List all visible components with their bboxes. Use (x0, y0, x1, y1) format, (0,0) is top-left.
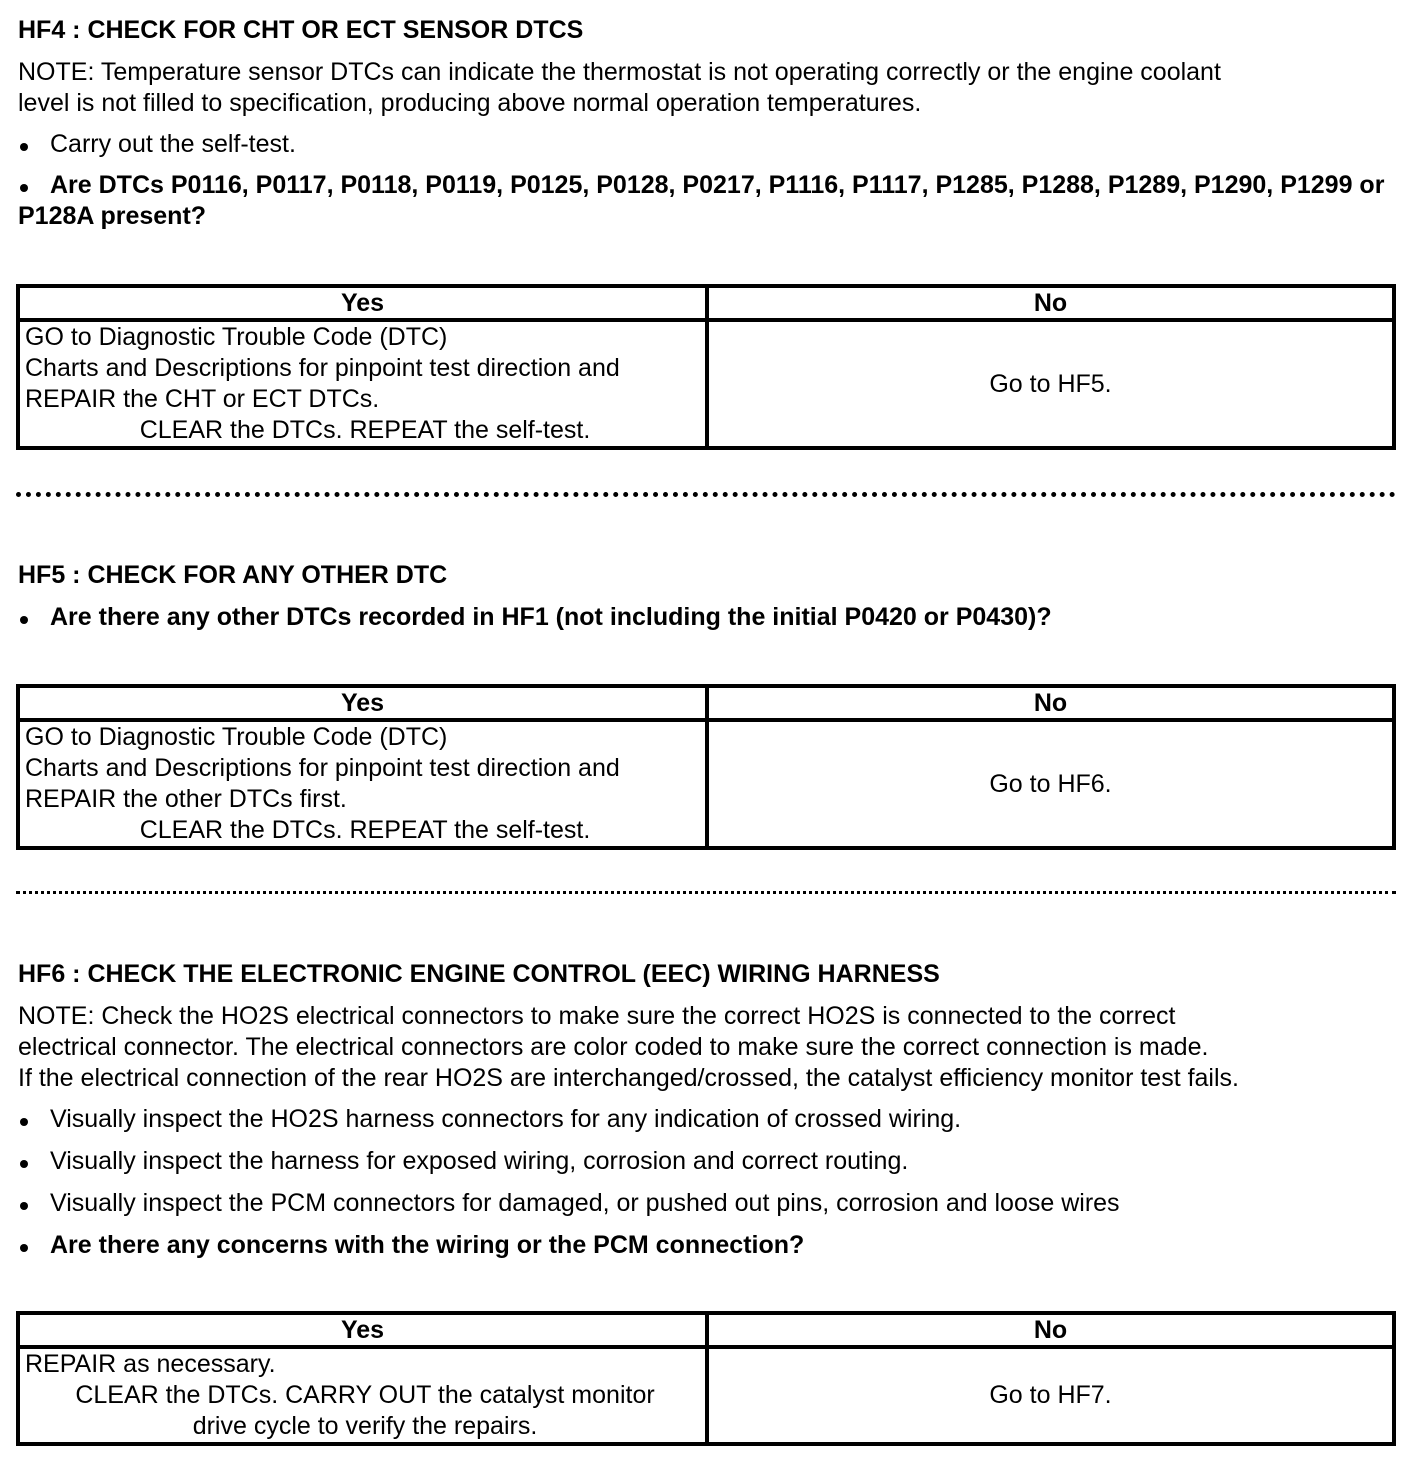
hf6-section (18, 959, 1396, 1261)
no-header: No (707, 286, 1394, 320)
section-divider (16, 891, 1396, 894)
yes-action (18, 720, 707, 848)
hf6-decision-table (16, 1311, 1396, 1446)
note-line: electrical connector. The electrical connectors are color coded to make sure the correct connection is made. (18, 1033, 1209, 1061)
hf5-decision-table (16, 684, 1396, 850)
yes-header: Yes (18, 1313, 707, 1347)
yes-line: drive cycle to verify the repairs. (192, 1412, 538, 1440)
yes-line: Charts and Descriptions for pinpoint test direction and (25, 354, 620, 382)
yes-line: CLEAR the DTCs. REPEAT the self-test. (139, 816, 591, 844)
yes-line: REPAIR the CHT or ECT DTCs. (25, 385, 380, 413)
hf6-step: Visually inspect the HO2S harness connectors for any indication of crossed wiring. (18, 1104, 1396, 1135)
hf4-question: Are DTCs P0116, P0117, P0118, P0119, P0125, P0128, P0217, P1116, P1117, P1285, P1288, P1289, P1290, P1299 or P128A present? (18, 170, 1396, 232)
hf6-title: HF6 : CHECK THE ELECTRONIC ENGINE CONTROL (EEC) WIRING HARNESS (18, 960, 940, 988)
hf6-question: Are there any concerns with the wiring or the PCM connection? (18, 1230, 1396, 1261)
no-action: Go to HF6. (707, 720, 1394, 848)
note-line: NOTE: Temperature sensor DTCs can indicate the thermostat is not operating correctly or the engine coolant (18, 58, 1221, 86)
hf4-note (18, 57, 1396, 119)
yes-header: Yes (18, 686, 707, 720)
hf6-note (18, 1001, 1396, 1094)
yes-line: REPAIR as necessary. (25, 1350, 276, 1378)
hf5-question: Are there any other DTCs recorded in HF1 (not including the initial P0420 or P0430)? (18, 602, 1396, 633)
no-header: No (707, 686, 1394, 720)
yes-line: GO to Diagnostic Trouble Code (DTC) (25, 723, 448, 751)
hf5-section (18, 560, 1396, 633)
yes-line: GO to Diagnostic Trouble Code (DTC) (25, 323, 448, 351)
note-line: NOTE: Check the HO2S electrical connectors to make sure the correct HO2S is connected to the correct (18, 1002, 1176, 1030)
hf4-title: HF4 : CHECK FOR CHT OR ECT SENSOR DTCS (18, 16, 584, 44)
hf6-step: Visually inspect the harness for exposed wiring, corrosion and correct routing. (18, 1146, 1396, 1177)
hf4-section (18, 15, 1396, 232)
yes-line: CLEAR the DTCs. CARRY OUT the catalyst monitor (75, 1381, 655, 1409)
yes-line: Charts and Descriptions for pinpoint test direction and (25, 754, 620, 782)
no-action: Go to HF7. (707, 1347, 1394, 1444)
no-action: Go to HF5. (707, 320, 1394, 448)
yes-line: REPAIR the other DTCs first. (25, 785, 347, 813)
yes-line: CLEAR the DTCs. REPEAT the self-test. (139, 416, 591, 444)
hf4-decision-table (16, 284, 1396, 450)
hf4-step-self-test: Carry out the self-test. (18, 129, 1396, 160)
hf5-title: HF5 : CHECK FOR ANY OTHER DTC (18, 561, 448, 589)
hf6-step: Visually inspect the PCM connectors for damaged, or pushed out pins, corrosion and loose wires (18, 1188, 1396, 1219)
yes-header: Yes (18, 286, 707, 320)
section-divider (16, 492, 1396, 497)
note-line: If the electrical connection of the rear HO2S are interchanged/crossed, the catalyst efficiency monitor test fails. (18, 1064, 1239, 1092)
note-line: level is not filled to specification, producing above normal operation temperatures. (18, 89, 922, 117)
no-header: No (707, 1313, 1394, 1347)
yes-action (18, 1347, 707, 1444)
yes-action (18, 320, 707, 448)
